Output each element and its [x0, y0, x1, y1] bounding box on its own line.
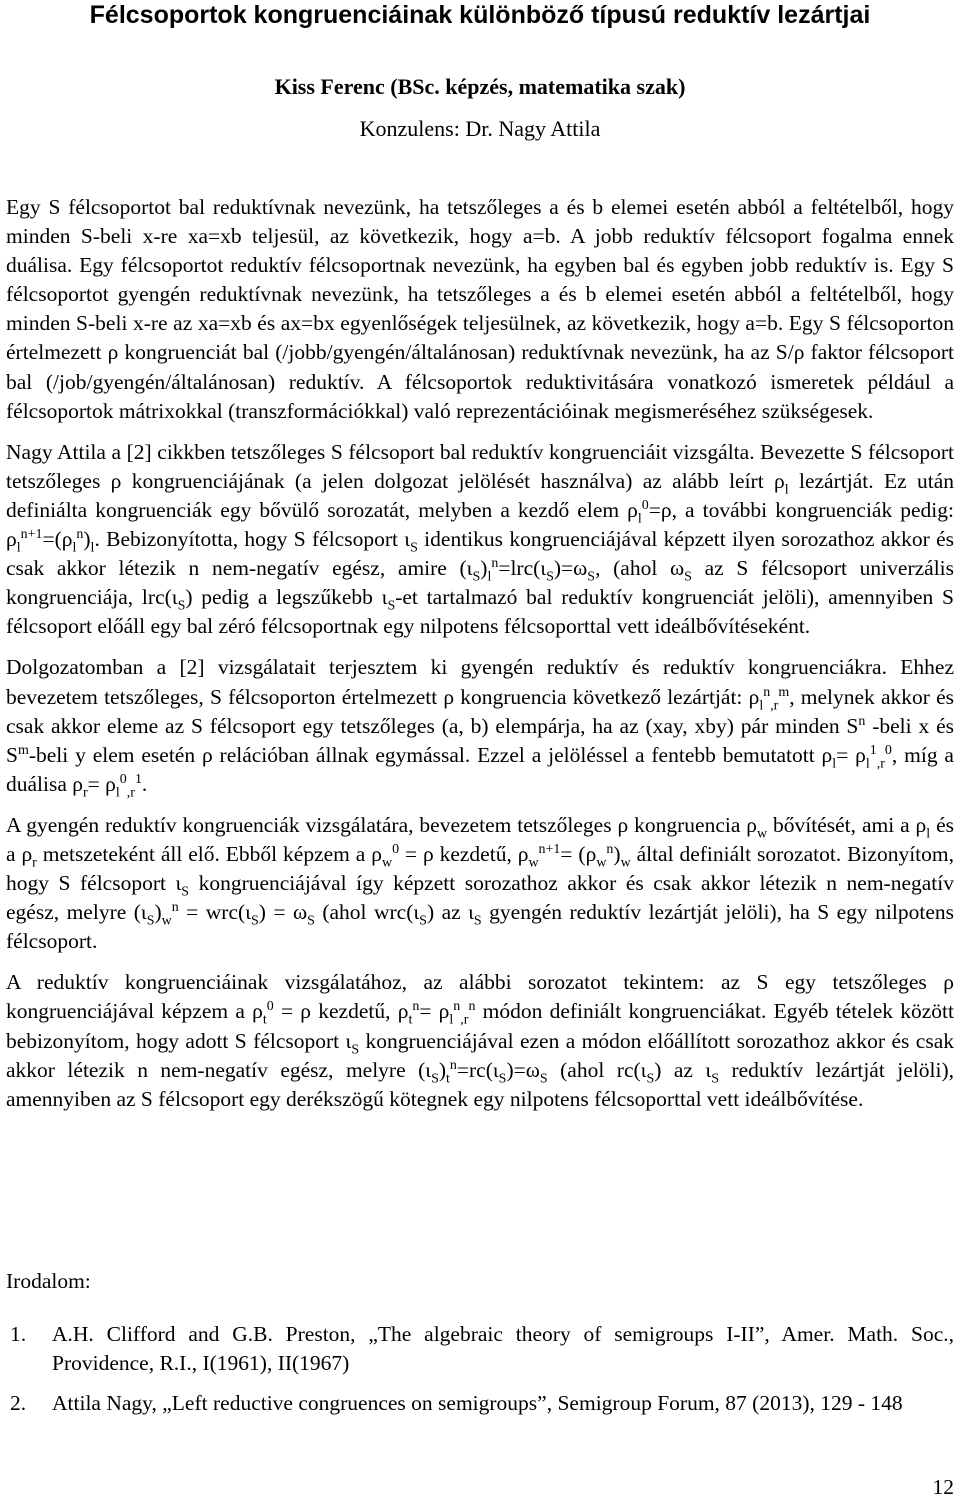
references-list — [6, 1320, 954, 1418]
references-heading: Irodalom: — [6, 1269, 91, 1293]
reference-text: Attila Nagy, „Left reductive congruences on semigroups”, Semigroup Forum, 87 (2013), 129 - 148 — [52, 1391, 903, 1415]
author-line: Kiss Ferenc (BSc. képzés, matematika szak) — [274, 74, 686, 99]
paper-title: Félcsoportok kongruenciáinak különböző típusú reduktív lezártjai — [89, 1, 871, 29]
reference-text: A.H. Clifford and G.B. Preston, „The algebraic theory of semigroups I-II”, Amer. Math. Soc., Providence, R.I., I(1961), II(1967) — [52, 1322, 954, 1375]
abstract-body — [6, 193, 954, 1114]
page-number: 12 — [932, 1475, 954, 1499]
reference-item — [6, 1389, 954, 1418]
reference-number: 1. — [10, 1322, 27, 1346]
advisor-line: Konzulens: Dr. Nagy Attila — [359, 116, 601, 141]
paragraph-reductive: A reduktív kongruenciáinak vizsgálatához, az alábbi sorozatot tekintem: az S egy tetszőleges ρ kongruenciájával képzem a $\rho_t^0 = \rho$ kezdetű, $\rho_t^n= \rho_l^n_{,r}^n$ módon definiált kongruenciákat. Egyéb tételek között bebizonyítom, hogy adott S félcsoport $\iota_S$ kongruenciájával ezen a módon előállított sorozathoz akkor és csak akkor létezik n nem-negatív egész, melyre $(\iota_S)_t^n=rc(\iota_S)=\omega_S$ (ahol $rc(\iota_S)$ az $\iota_S$ reduktív lezártját jelöli), amennyiben az S félcsoport egy derékszögű kötegnek egy nilpotens félcsoporttal vett ideálbővítése. — [6, 970, 955, 1111]
paragraph-extension: Dolgozatomban a [2] vizsgálatait terjesztem ki gyengén reduktív és reduktív kongruenciákra. Ehhez bevezetem tetszőleges, S félcsoporton értelmezett ρ kongruencia következő lezártját: $\rho_l^n_{,r}^m$, melynek akkor és csak akkor eleme az S félcsoport egy tetszőleges (a, b) elempárja, ha az (xay, xby) pár minden $S^n$ -beli x és $S^m$-beli y elem esetén ρ relációban állnak egymással. Ezzel a jelöléssel a fentebb bemutatott $\rho_l= \rho_l^1_{,r}^0$, míg a duálisa $\rho_r= \rho_l^0_{,r}^1$. — [6, 655, 955, 801]
reference-item — [6, 1320, 954, 1378]
paragraph-definitions: Egy S félcsoportot bal reduktívnak nevezünk, ha tetszőleges a és b elemei esetén abból a feltételből, hogy minden S-beli x-re xa=xb teljesül, az következik, hogy a=b. A jobb reduktív félcsoport fogalma ennek duálisa. Egy félcsoportot reduktív félcsoportnak nevezünk, ha egyben bal és egyben jobb reduktív is. Egy S félcsoportot gyengén reduktívnak nevezünk, ha tetszőleges a és b elemei esetén abból a feltételből, hogy minden S-beli x-re az xa=xb és ax=bx egyenlőségek teljesülnek, az következik, hogy a=b. Egy S félcsoporton értelmezett ρ kongruenciát bal (/jobb/gyengén/általánosan) reduktívnak nevezünk, ha az S/ρ faktor félcsoport bal (/job/gyengén/általánosan) reduktív. A félcsoportok reduktivitására vonatkozó ismeretek például a félcsoportok mátrixokkal (transzformációkkal) való reprezentációinak megismeréséhez szükségesek. — [6, 195, 954, 423]
paragraph-weakly-reductive: A gyengén reduktív kongruenciák vizsgálatára, bevezetem tetszőleges ρ kongruencia $\rho_w$ bővítését, ami a $\rho_l$ és a $\rho_r$ metszeteként áll elő. Ebből képzem a $\rho_w^0 = \rho$ kezdetű, $\rho_w^{n+1}= (\rho_w^n)_w$ által definiált sorozatot. Bizonyítom, hogy S félcsoport $\iota_S$ kongruenciájával így képzett sorozathoz akkor és csak akkor létezik n nem-negatív egész, melyre $(\iota_S)_w^n = wrc(\iota_S) = \omega_S$ (ahol $wrc(\iota_S)$ az $\iota_S$ gyengén reduktív lezártját jelöli), ha S egy nilpotens félcsoport. — [6, 812, 954, 954]
paragraph-prior-work: Nagy Attila a [2] cikkben tetszőleges S félcsoport bal reduktív kongruenciáit vizsgálta. Bevezette S félcsoport tetszőleges ρ kongruenciájának (a jelen dolgozat jelölését használva) az alább leírt $\rho_l$ lezártját. Ez után definiálta kongruenciák egy bővülő sorozatát, melyben a kezdő elem $\rho_l^0=\rho$, a további kongruenciák pedig: $\rho_l^{n+1}=(\rho_l^n)_l$. Bebizonyította, hogy S félcsoport $\iota_S$ identikus kongruenciájával képzett ilyen sorozathoz akkor és csak akkor létezik n nem-negatív egész, amire $(\iota_S)_l^n=lrc(\iota_S)=\omega_S$, (ahol $\omega_S$ az S félcsoport univerzális kongruenciája, $lrc(\iota_S)$ pedig a legszűkebb $\iota_S-et$ tartalmazó bal reduktív kongruenciát jelöli), amennyiben S félcsoport előáll egy bal zéró félcsoportnak egy nilpotens félcsoporttal vett ideálbővítéseként. — [6, 439, 955, 639]
reference-number: 2. — [10, 1391, 27, 1415]
